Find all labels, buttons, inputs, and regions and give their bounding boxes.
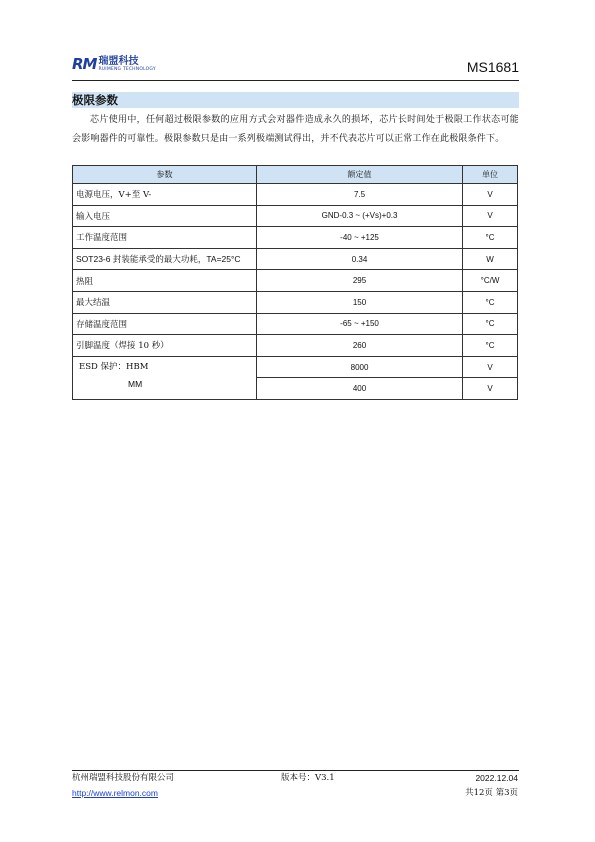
unit-cell: °C <box>463 291 518 313</box>
param-cell: 存储温度范围 <box>73 313 257 335</box>
table-row-esd-hbm <box>73 356 518 378</box>
header-param: 参数 <box>73 166 257 184</box>
company-logo <box>72 56 156 72</box>
absolute-maximum-ratings-table <box>72 165 518 400</box>
footer-version: 版本号：V3.1 <box>281 773 335 783</box>
rating-cell-hbm: 8000 <box>256 356 462 378</box>
footer-website-link[interactable]: http://www.relmon.com <box>72 788 158 798</box>
footer-company: 杭州瑞盟科技股份有限公司 <box>72 773 175 783</box>
unit-cell-hbm: V <box>463 356 518 378</box>
rating-cell: -40 ~ +125 <box>256 227 462 249</box>
page-header <box>72 56 519 81</box>
table-row <box>73 184 518 206</box>
rating-cell: 260 <box>256 335 462 357</box>
header-rating: 额定值 <box>256 166 462 184</box>
table-row <box>73 205 518 227</box>
footer-divider <box>72 770 519 771</box>
logo-mark: RM <box>72 55 97 73</box>
unit-cell-mm: V <box>463 378 518 400</box>
esd-label: ESD 保护：HBM <box>79 361 149 372</box>
param-cell: 热阻 <box>73 270 257 292</box>
rating-cell-mm: 400 <box>256 378 462 400</box>
footer-date: 2022.12.04 <box>475 773 518 783</box>
rating-cell: 150 <box>256 291 462 313</box>
param-cell: SOT23-6 封装能承受的最大功耗，TA=25°C <box>73 248 257 270</box>
unit-cell: V <box>463 184 518 206</box>
table-row <box>73 227 518 249</box>
table-row <box>73 270 518 292</box>
rating-cell: 7.5 <box>256 184 462 206</box>
table-row <box>73 291 518 313</box>
rating-cell: 0.34 <box>256 248 462 270</box>
unit-cell: V <box>463 205 518 227</box>
logo-text <box>98 56 155 72</box>
unit-cell: °C <box>463 313 518 335</box>
table-header-row <box>73 166 518 184</box>
esd-param-cell <box>73 356 257 399</box>
param-cell: 输入电压 <box>73 205 257 227</box>
section-title: 极限参数 <box>72 93 118 107</box>
document-part-number: MS1681 <box>466 59 519 75</box>
unit-cell: °C <box>463 335 518 357</box>
esd-mm-label: MM <box>128 378 143 389</box>
param-cell: 工作温度范围 <box>73 227 257 249</box>
unit-cell: °C <box>463 227 518 249</box>
header-unit: 单位 <box>463 166 518 184</box>
footer-page-number: 共12页 第3页 <box>465 788 518 798</box>
param-cell: 引脚温度（焊接 10 秒） <box>73 335 257 357</box>
section-heading-bar <box>72 92 519 108</box>
logo-english-name: RUIMENG TECHNOLOGY <box>98 67 156 72</box>
table-row <box>73 335 518 357</box>
unit-cell: W <box>463 248 518 270</box>
param-cell: 最大结温 <box>73 291 257 313</box>
logo-chinese-name: 瑞盟科技 <box>98 56 139 67</box>
unit-cell: °C/W <box>463 270 518 292</box>
rating-cell: GND-0.3 ~ (+Vs)+0.3 <box>256 205 462 227</box>
rating-cell: -65 ~ +150 <box>256 313 462 335</box>
table-row <box>73 313 518 335</box>
param-cell: 电源电压，V+至 V- <box>73 184 257 206</box>
section-paragraph: 芯片使用中，任何超过极限参数的应用方式会对器件造成永久的损坏，芯片长时间处于极限工作状态可能会影响器件的可靠性。极限参数只是由一系列极端测试得出，并不代表芯片可以正常工作在此极限条件下。 <box>72 115 519 144</box>
table-row <box>73 248 518 270</box>
rating-cell: 295 <box>256 270 462 292</box>
